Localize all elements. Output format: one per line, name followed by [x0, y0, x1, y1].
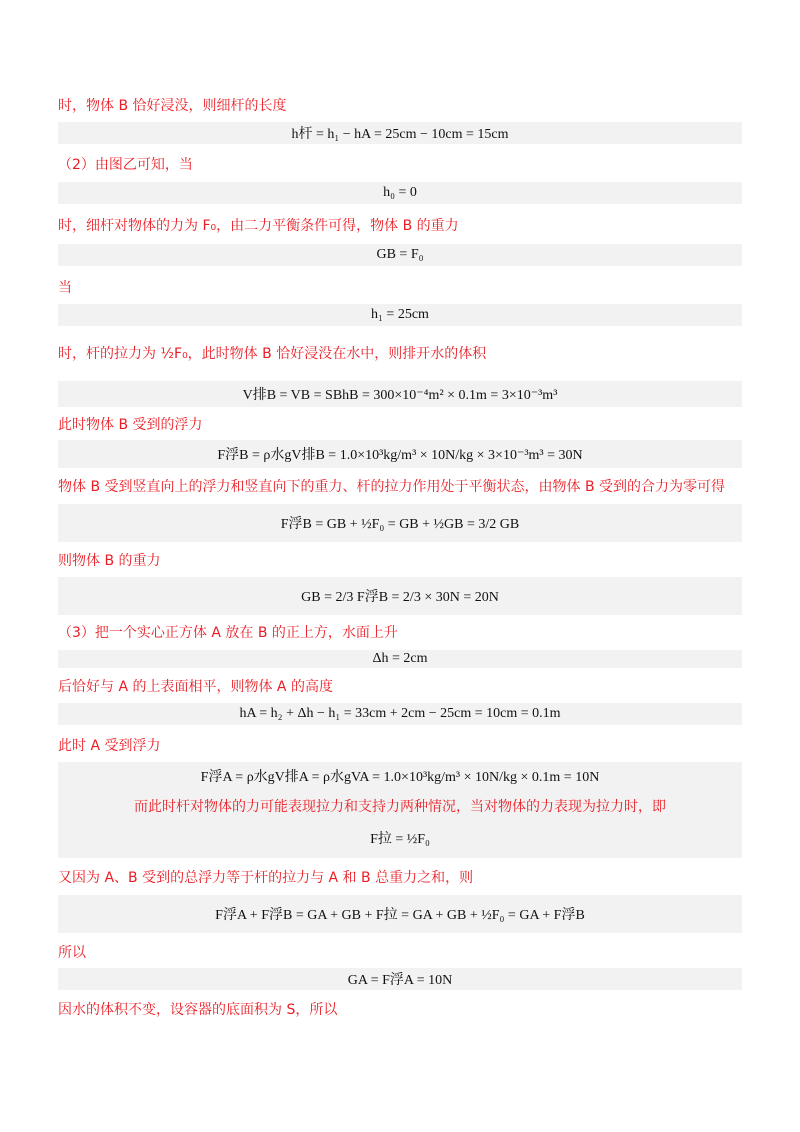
- text-line: 因水的体积不变，设容器的底面积为 S，所以: [58, 1002, 338, 1018]
- text-line: 此时物体 B 受到的浮力: [58, 417, 203, 433]
- text-line: 时，杆的拉力为 ½F₀，此时物体 B 恰好浸没在水中，则排开水的体积: [58, 346, 487, 362]
- formula-box: h₀ = 0: [58, 182, 742, 204]
- text-line: 又因为 A、B 受到的总浮力等于杆的拉力与 A 和 B 总重力之和，则: [58, 870, 474, 886]
- formula-box: GB = F₀: [58, 244, 742, 266]
- formula-box: GB = 2/3 F浮B = 2/3 × 30N = 20N: [58, 577, 742, 615]
- formula: F拉 = ½F₀: [370, 832, 430, 847]
- text-line: 此时 A 受到浮力: [58, 738, 161, 754]
- text-line: （2）由图乙可知，当: [58, 157, 193, 173]
- formula-box: Δh = 2cm: [58, 650, 742, 668]
- formula: F浮A = ρ水gV排A = ρ水gVA = 1.0×10³kg/m³ × 10N/kg × 0.1m = 10N: [200, 770, 600, 785]
- formula-box-group: [58, 762, 742, 858]
- formula-box: GA = F浮A = 10N: [58, 968, 742, 990]
- text-line: 时，物体 B 恰好浸没，则细杆的长度: [58, 98, 287, 114]
- formula-box: h杆 = h₁ − hA = 25cm − 10cm = 15cm: [58, 122, 742, 144]
- formula-box: V排B = VB = SBhB = 300×10⁻⁴m² × 0.1m = 3×10⁻³m³: [58, 381, 742, 407]
- text-line: 而此时杆对物体的力可能表现拉力和支持力两种情况，当对物体的力表现为拉力时，即: [134, 799, 666, 815]
- text-line: 所以: [58, 945, 86, 961]
- text-line: 后恰好与 A 的上表面相平，则物体 A 的高度: [58, 679, 333, 695]
- formula-box: F浮B = GB + ½F₀ = GB + ½GB = 3/2 GB: [58, 504, 742, 542]
- text-line: 当: [58, 280, 72, 296]
- formula-box: h₁ = 25cm: [58, 304, 742, 326]
- text-line: 则物体 B 的重力: [58, 553, 161, 569]
- text-line: （3）把一个实心正方体 A 放在 B 的正上方，水面上升: [58, 625, 398, 641]
- formula-box: F浮B = ρ水gV排B = 1.0×10³kg/m³ × 10N/kg × 3×10⁻³m³ = 30N: [58, 440, 742, 468]
- text-line: 物体 B 受到竖直向上的浮力和竖直向下的重力、杆的拉力作用处于平衡状态，由物体 B 受到的合力为零可得: [58, 479, 726, 495]
- text-line: 时，细杆对物体的力为 F₀，由二力平衡条件可得，物体 B 的重力: [58, 218, 459, 234]
- formula-box: hA = h₂ + Δh − h₁ = 33cm + 2cm − 25cm = 10cm = 0.1m: [58, 703, 742, 725]
- formula-box: F浮A + F浮B = GA + GB + F拉 = GA + GB + ½F₀ = GA + F浮B: [58, 895, 742, 933]
